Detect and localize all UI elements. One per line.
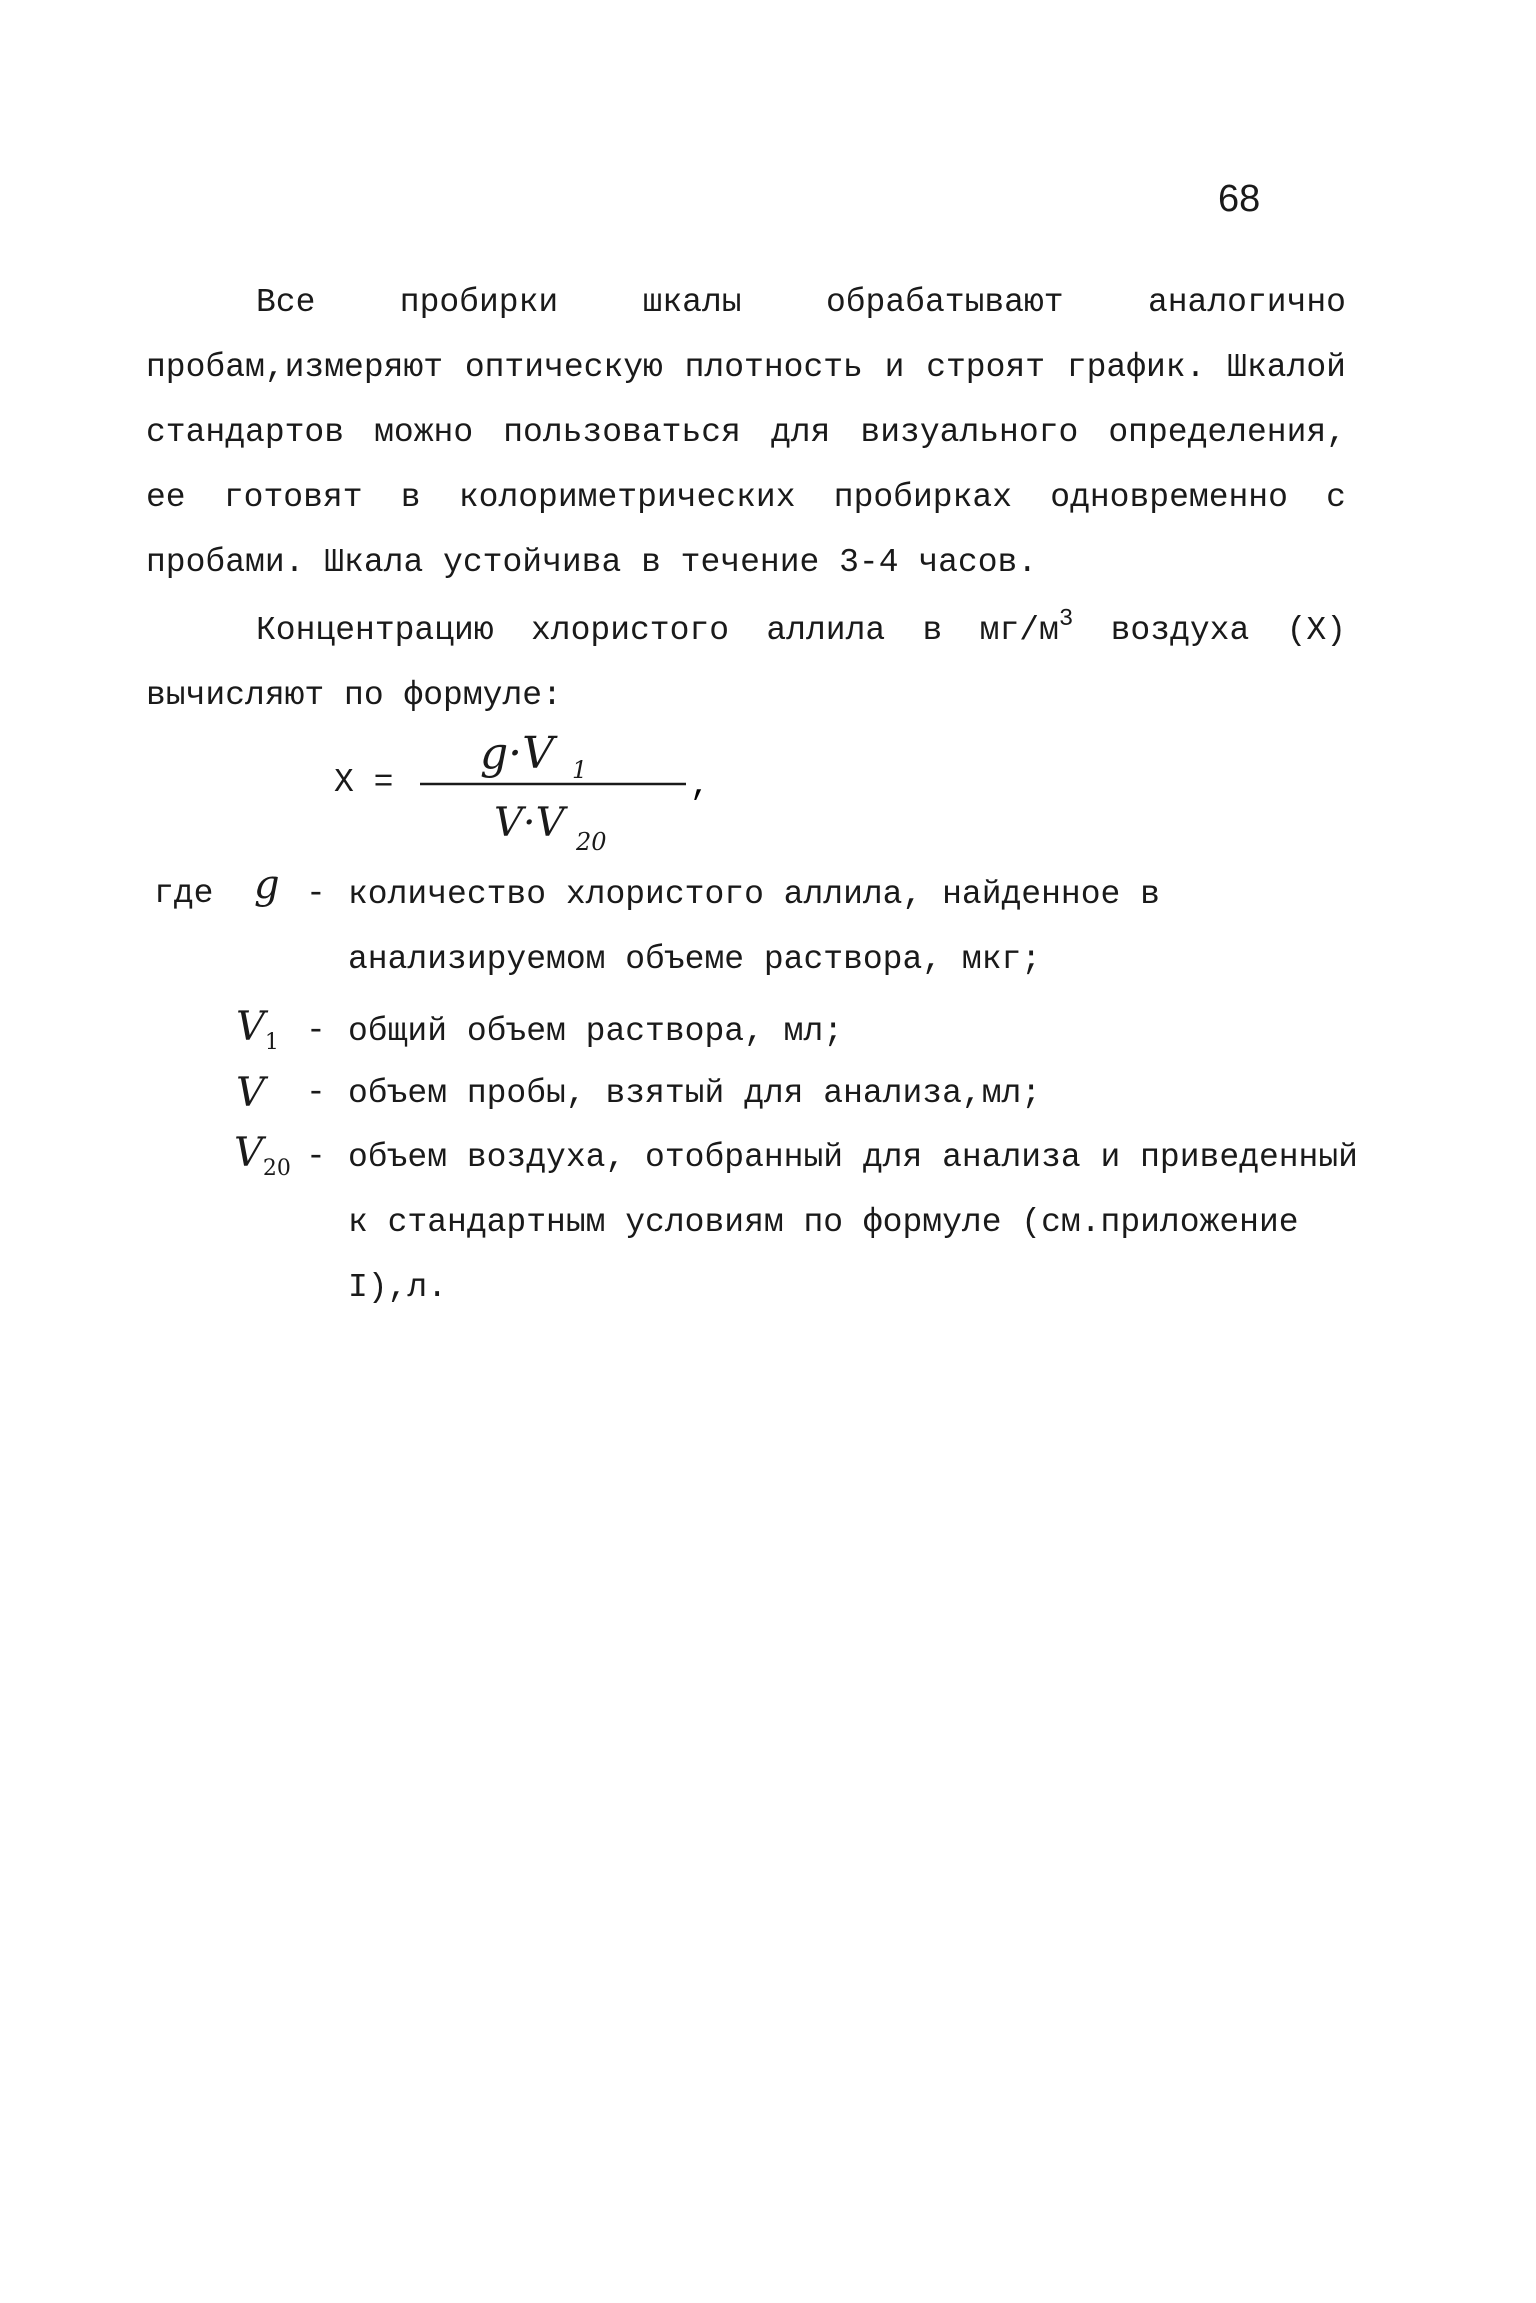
paragraph-concentration-text-end: воздуха (X) вычисляют по формуле:	[146, 612, 1346, 714]
formula-comma: ,	[690, 767, 710, 804]
symbol-v20	[234, 1130, 291, 1181]
formula-denominator-subscript: 20	[576, 828, 607, 856]
paragraph-scale-processing: Все пробирки шкалы обрабатывают аналогично пробам,измеряют оптическую плотность и строят график. Шкалой стандартов можно пользоваться для визуального определения, ее готовят в колориметрических пробирках одновременно с пробами. Шкала устойчива в течение 3-4 часов.	[146, 284, 1346, 581]
definition-text: объем пробы, взятый для анализа,мл;	[348, 1075, 1042, 1112]
page-number: 68	[1218, 178, 1261, 220]
paragraph-concentration	[146, 598, 1346, 728]
definition-text: количество хлористого аллила, найденное в анализируемом объеме раствора, мкг;	[348, 876, 1160, 978]
symbol-letter: V	[236, 1004, 265, 1050]
symbol-letter: V	[234, 1130, 263, 1176]
formula-fraction	[334, 718, 754, 868]
symbol-letter: V	[236, 1070, 265, 1116]
definition-dash: -	[306, 1074, 326, 1111]
definition-dash: -	[306, 1138, 326, 1175]
formula	[334, 718, 754, 858]
symbol-v	[236, 1070, 265, 1121]
symbol-subscript: 20	[262, 1156, 291, 1181]
unit-exponent: 3	[1058, 606, 1074, 633]
formula-numerator-subscript: 1	[572, 756, 588, 784]
symbol-subscript: 1	[264, 1030, 279, 1055]
symbol-v1	[236, 1004, 279, 1055]
definition-text: общий объем раствора, мл;	[348, 1013, 844, 1050]
definition-text: объем воздуха, отобранный для анализа и приведенный к стандартным условиям по формуле (см.приложение I),л.	[348, 1139, 1358, 1306]
where-label: где	[154, 875, 214, 912]
formula-lhs: X =	[334, 764, 394, 801]
symbol-letter: g	[254, 862, 280, 908]
formula-numerator: g·V	[480, 728, 554, 779]
symbol-g	[254, 862, 280, 913]
formula-denominator: V·V	[494, 800, 565, 846]
paragraph-concentration-text: Концентрацию хлористого аллила в мг/м	[256, 612, 1059, 649]
definition-dash: -	[306, 875, 326, 912]
definition-dash: -	[306, 1012, 326, 1049]
